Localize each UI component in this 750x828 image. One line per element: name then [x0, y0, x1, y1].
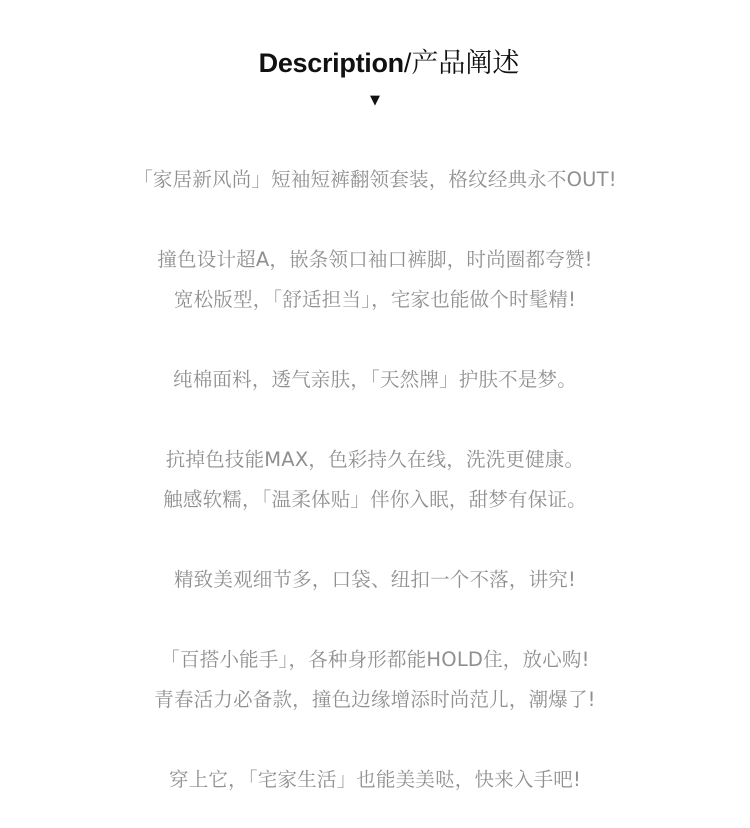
page-title: [0, 44, 750, 83]
title-slash: /: [403, 48, 412, 78]
description-line: 触感软糯，「温柔体贴」伴你入眠，甜梦有保证。: [163, 488, 587, 511]
description-line: 「百搭小能手」，各种身形都能HOLD住，放心购!: [160, 648, 590, 671]
description-line: 纯棉面料，透气亲肤，「天然牌」护肤不是梦。: [173, 368, 577, 391]
description-line: 「家居新风尚」短袖短裤翻领套装，格纹经典永不OUT!: [133, 168, 617, 191]
description-line: 抗掉色技能MAX，色彩持久在线，洗洗更健康。: [165, 448, 585, 471]
description-line: 穿上它，「宅家生活」也能美美哒，快来入手吧!: [169, 768, 581, 791]
description-line: 青春活力必备款，撞色边缘增添时尚范儿，潮爆了!: [154, 688, 596, 711]
title-english: Description: [258, 48, 404, 78]
description-line: 宽松版型，「舒适担当」，宅家也能做个时髦精!: [173, 288, 577, 311]
description-line: 精致美观细节多，口袋、纽扣一个不落，讲究!: [173, 568, 577, 591]
description-line: 撞色设计超A，嵌条领口袖口裤脚，时尚圈都夸赞!: [157, 248, 593, 271]
triangle-down-icon: ▼: [370, 93, 380, 108]
title-chinese: 产品阐述: [411, 48, 520, 79]
